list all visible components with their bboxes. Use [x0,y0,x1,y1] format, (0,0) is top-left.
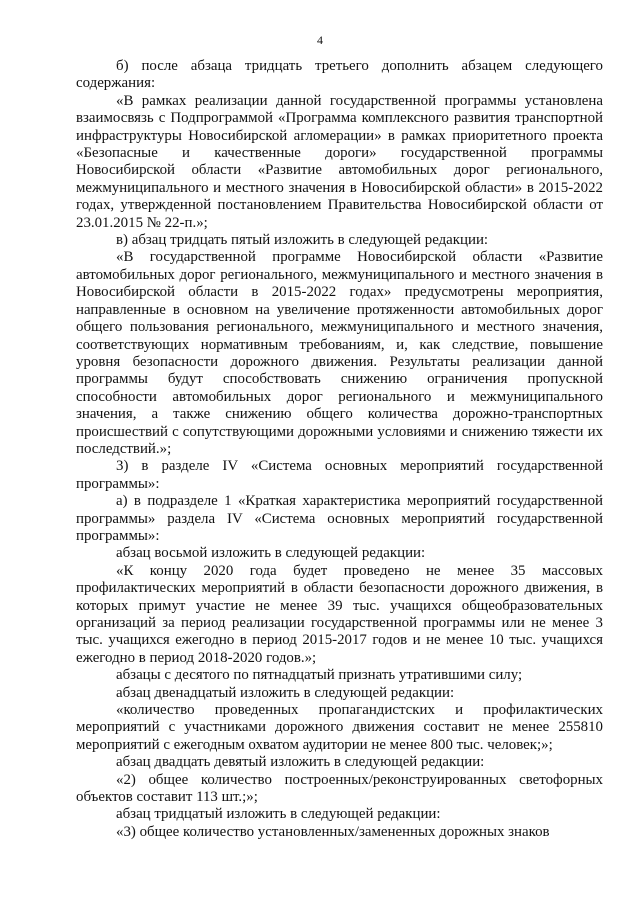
paragraph-item-v: в) абзац тридцать пятый изложить в следующей редакции: [116,232,489,249]
paragraph-quote-road-signs: «3) общее количество установленных/замененных дорожных знаков [116,823,550,840]
paragraph-quote-2020: «К концу 2020 года будет проведено не менее 35 массовых профилактических мероприятий в области безопасности дорожного движения, в которых примут участие не менее 39 тыс. учащихся общеобразовательных организаций за период реализации государственной программы или не менее 3 тыс. учащихся ежегодно в период 2015-2017 годов и не менее 10 тыс. учащихся ежегодно в период 2018-2020 годов.»; [76,562,603,666]
paragraph-abzac-30: абзац тридцатый изложить в следующей редакции: [116,806,441,823]
paragraph-abzacy-10-15: абзацы с десятого по пятнадцатый признать утратившими силу; [116,667,523,684]
paragraph-item-3: 3) в разделе IV «Система основных мероприятий государственной программы»: [76,458,603,492]
paragraph-item-b: б) после абзаца тридцать третьего дополнить абзацем следующего содержания: [76,58,603,92]
paragraph-abzac-8: абзац восьмой изложить в следующей редакции: [116,545,426,562]
page-number: 4 [317,33,323,47]
paragraph-item-a: а) в подразделе 1 «Краткая характеристика мероприятий государственной программы» раздела IV «Система основных мероприятий государственной программы»: [76,493,603,544]
paragraph-quote-interconnection: «В рамках реализации данной государственной программы установлена взаимосвязь с Подпрограммой «Программа комплексного развития транспортной инфраструктуры Новосибирской агломерации» в рамках приоритетного проекта «Безопасные и качественные дороги» государственной программы Новосибирской области «Развитие автомобильных дорог регионального, межмуниципального и местного значения в Новосибирской области» в 2015-2022 годах, утвержденной постановлением Правительства Новосибирской области от 23.01.2015 № 22-п.»; [76,92,603,231]
paragraph-quote-road-program: «В государственной программе Новосибирской области «Развитие автомобильных дорог регионального, межмуниципального и местного значения в Новосибирской области в 2015-2022 годах» предусмотрены мероприятия, направленные в основном на увеличение протяженности автомобильных дорог общего пользования регионального, межмуниципального и местного значения, соответствующих нормативным требованиям, и, как следствие, повышение уровня безопасности дорожного движения. Результаты реализации данной программы будут способствовать снижению ограничения пропускной способности автомобильных дорог регионального и межмуниципального значения, а также снижению общего количества дорожно-транспортных происшествий с сопутствующими дорожными условиями и снижению тяжести их последствий.»; [76,249,603,457]
document-body [76,58,603,841]
paragraph-quote-events: «количество проведенных пропагандистских и профилактических мероприятий с участниками дорожного движения составит не менее 255810 мероприятий с ежегодным охватом аудитории не менее 800 тыс. человек;»; [76,702,603,753]
paragraph-abzac-12: абзац двенадцатый изложить в следующей редакции: [116,684,455,701]
paragraph-abzac-29: абзац двадцать девятый изложить в следующей редакции: [116,754,485,771]
paragraph-quote-traffic-lights: «2) общее количество построенных/реконструированных светофорных объектов составит 113 шт.;»; [76,771,603,806]
